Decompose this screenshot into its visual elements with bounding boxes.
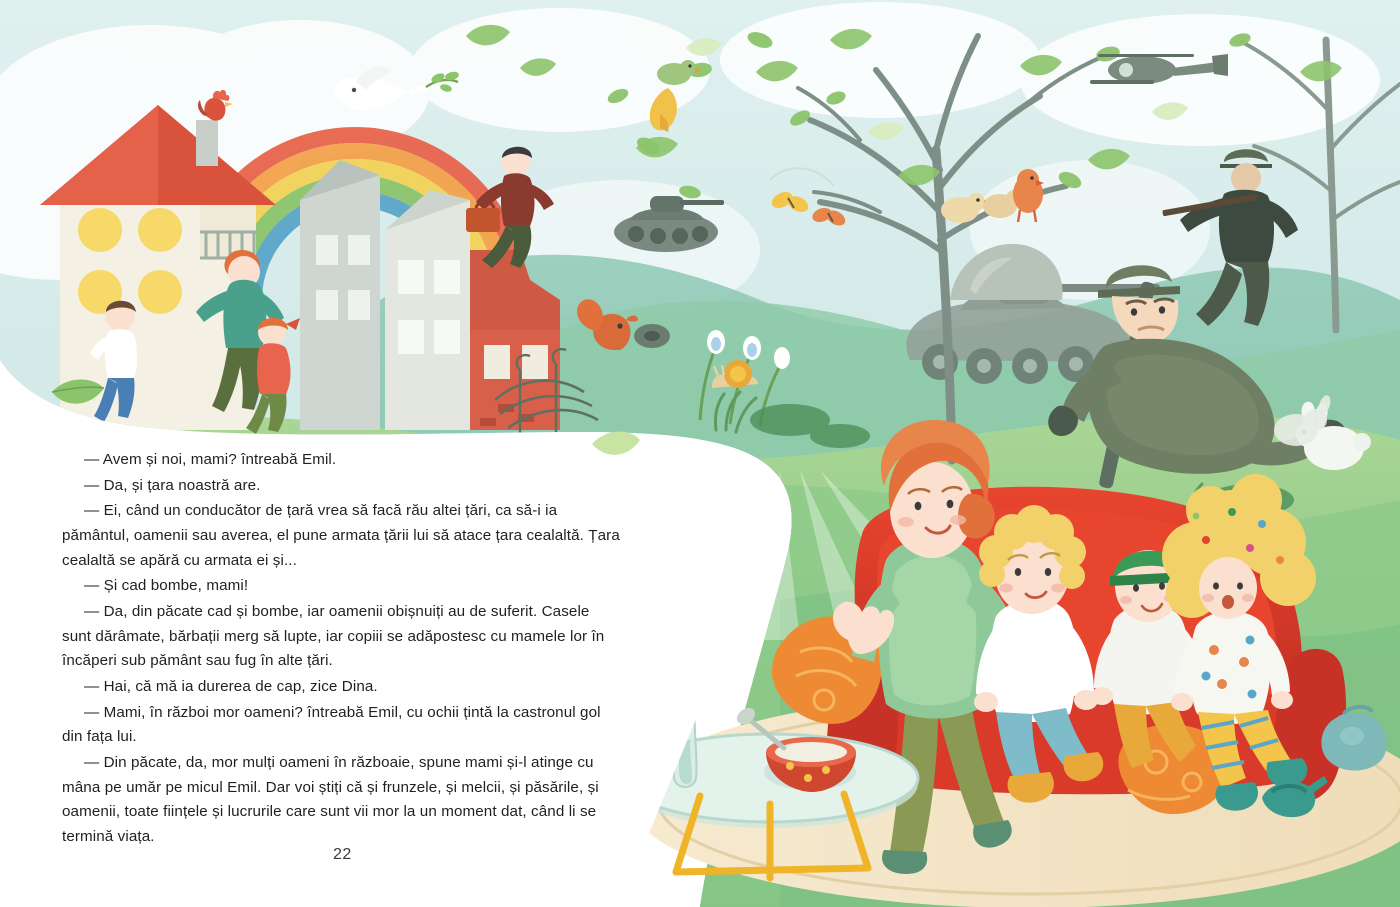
paragraph: — Da, și țara noastră are. (84, 476, 261, 494)
paragraph: — Da, din păcate cad și bombe, iar oamenii obișnuiți au de suferit. Casele sunt dărâmate, bărbații merg să lupte, iar copiii se adăpostesc cu mamele lor în încăperi sub pământ sau fug în alte țări. (62, 603, 605, 670)
paragraph: — Ei, când un conducător de țară vrea să facă rău altei țări, ca să-i ia pământul, oamenii sau averea, el pune armata țării lui să atace țara cealaltă. Țara cealaltă se apără cu armata ei și... (62, 502, 620, 569)
body-text (62, 448, 622, 851)
paragraph: — Din păcate, da, mor mulți oameni în războaie, spune mami și-l atinge cu mâna pe umăr pe micul Emil. Dar voi știți că și frunzele, și melcii, și păsările, și oamenii, toate ființele și lucrurile care sunt vii mor la un moment dat, când li se termină viața. (62, 753, 599, 845)
paragraph: — Și cad bombe, mami! (84, 577, 249, 595)
paragraph: — Hai, că mă ia durerea de cap, zice Dina. (84, 677, 378, 695)
page-number: 22 (333, 846, 352, 863)
paragraph: — Mami, în război mor oameni? întreabă Emil, cu ochii țintă la castronul gol din fața lui. (62, 703, 601, 746)
paragraph: — Avem și noi, mami? întreabă Emil. (84, 451, 337, 468)
